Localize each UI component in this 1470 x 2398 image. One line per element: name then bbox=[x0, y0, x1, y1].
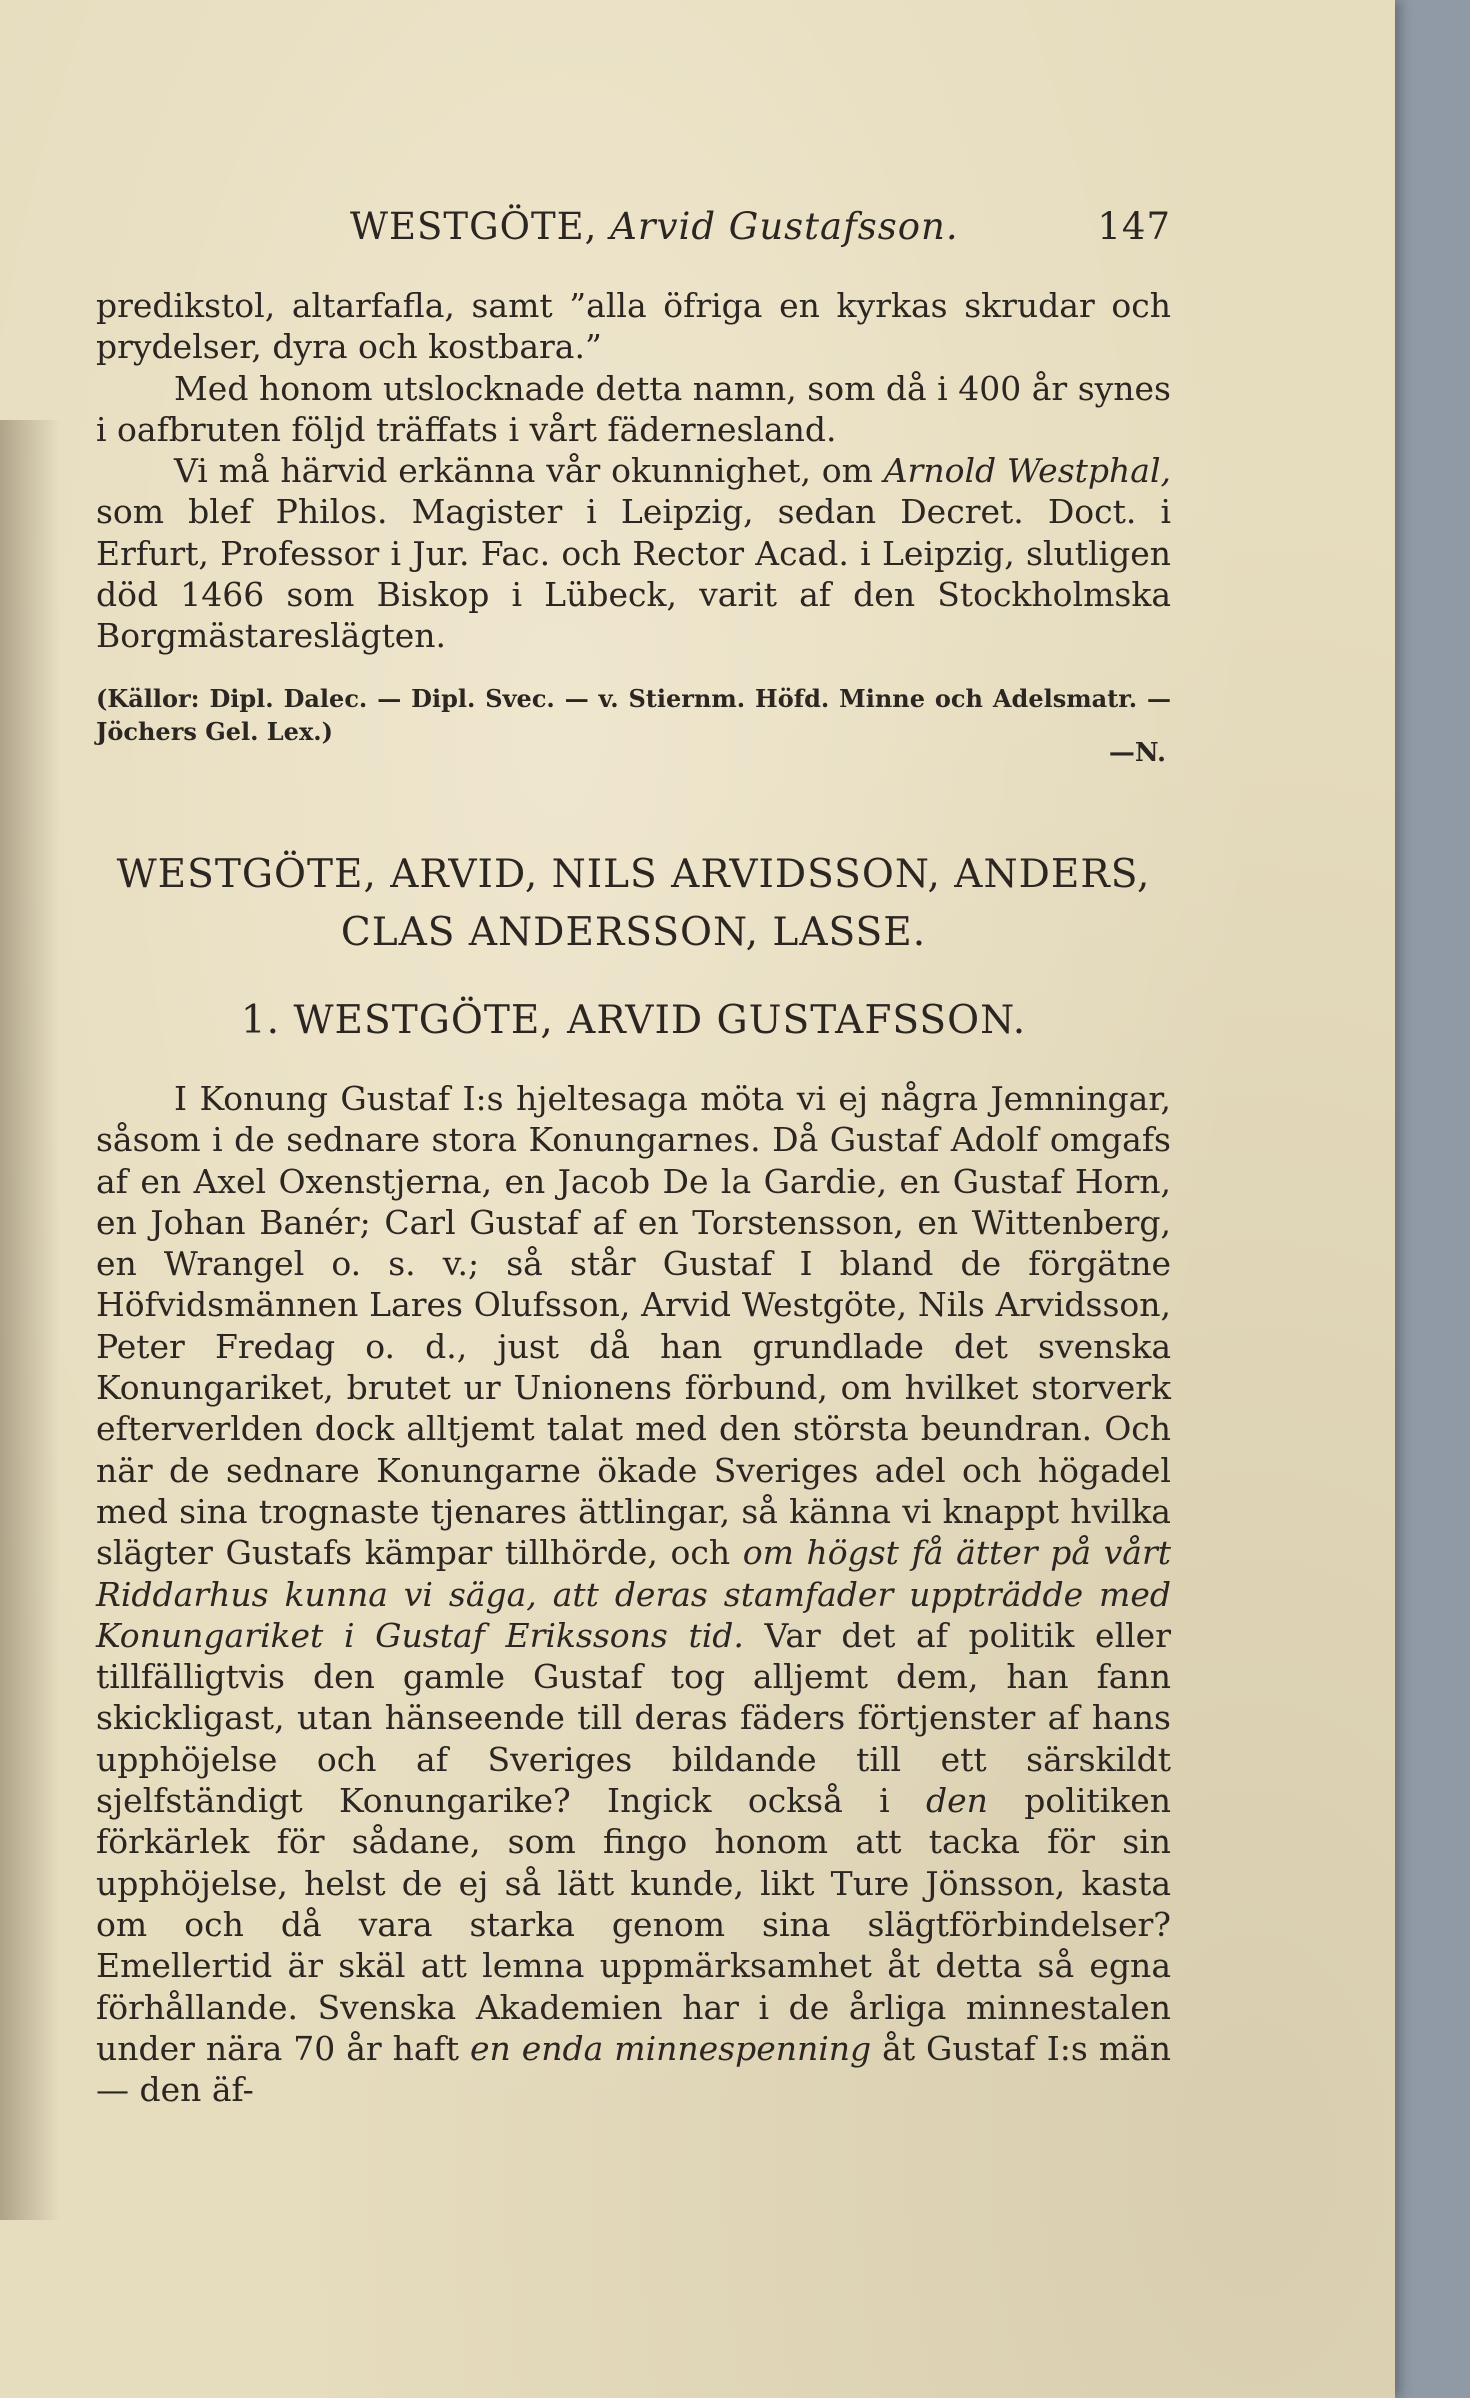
sources-note: (Källor: Dipl. Dalec. — Dipl. Svec. — v. Stiernm. Höfd. Minne och Adelsmatr. — Jöchers Gel. Lex.) bbox=[96, 684, 1171, 746]
author-signature: —N. bbox=[1108, 738, 1166, 768]
paragraph-pulpit: predikstol, altarfafla, samt ”alla öfriga en kyrkas skrudar och prydelser, dyra och kostbara.” bbox=[96, 286, 1171, 367]
main-text-g: åt Gustaf I:s män — den äf- bbox=[96, 2028, 1171, 2110]
section-heading: 1. WESTGÖTE, ARVID GUSTAFSSON. bbox=[240, 998, 1027, 1043]
main-text-a: I Konung Gustaf I:s hjeltesaga möta vi ej några Jemningar, såsom i de sednare stora Konungarnes. Då Gustaf Adolf omgafs af en Axel Oxenstjerna, en Jacob De la Gardie, en Gustaf Horn, en Johan Banér; Carl Gustaf af en Torstensson, en Wittenberg, en Wrangel o. s. v.; så står Gustaf I bland de förgätne Höfvidsmännen Lares Olufsson, Arvid Westgöte, Nils Arvidsson, Peter Fredag o. d., just då han grundlade det svenska Konungariket, brutet ur Unionens förbund, om hvilket storverk efterverlden dock alltjemt talat med den största beundran. Och när de sednare Konungarne ökade Sveriges adel och högadel med sina trognaste tjenares ättlingar, så känna vi knappt hvilka slägter Gustafs kämpar tillhörde, och bbox=[96, 1079, 1171, 1573]
chapter-heading-line-1: WESTGÖTE, ARVID, NILS ARVIDSSON, ANDERS, bbox=[116, 852, 1151, 897]
body-text-top bbox=[96, 285, 1171, 657]
main-text-italic-b: om högst få ätter på vårt Riddarhus kunna vi säga, att deras stamfader uppträdde med Konungariket i Gustaf Erikssons tid. bbox=[96, 1533, 1171, 1655]
paragraph-extinction: Med honom utslocknade detta namn, som då i 400 år synes i oafbruten följd träffats i vårt fädernesland. bbox=[96, 368, 1171, 449]
westphal-name: Arnold Westphal, bbox=[883, 451, 1171, 491]
running-head bbox=[350, 205, 959, 248]
chapter-heading-line-2: CLAS ANDERSSON, LASSE. bbox=[340, 910, 927, 955]
westphal-intro: Vi må härvid erkänna vår okunnighet, om bbox=[174, 451, 873, 491]
main-text-italic-d: den bbox=[926, 1781, 988, 1821]
westphal-career: som blef Philos. Magister i Leipzig, sedan Decret. Doct. i Erfurt, Professor i Jur. Fac. och Rector Acad. i Leipzig, slutligen död 1466 som Biskop i Lübeck, varit af den Stockholmska Borgmästareslägten. bbox=[96, 492, 1171, 656]
paragraph-westphal bbox=[96, 450, 1171, 656]
body-text-main bbox=[96, 1078, 1171, 2110]
main-text-italic-f: en enda minnespenning bbox=[469, 2028, 872, 2068]
paragraph-main bbox=[96, 1078, 1171, 2110]
main-text-e: politiken förkärlek för sådane, som fingo honom att tacka för sin upphöjelse, helst de ej så lätt kunde, likt Ture Jönsson, kasta om och då vara starka genom sina slägtförbindelser? Emellertid är skäl att lemna uppmärksamhet åt detta så egna förhållande. Svenska Akademien har i de årliga minnestalen under nära 70 år haft bbox=[96, 1781, 1171, 2068]
running-head-surname: WESTGÖTE, bbox=[350, 205, 598, 248]
page-header bbox=[96, 205, 1171, 265]
running-head-name: Arvid Gustafsson. bbox=[610, 205, 959, 248]
main-text-c: Var det af politik eller tillfälligtvis den gamle Gustaf tog alljemt dem, han fann skickligast, utan hänseende till deras fäders förtjenster af hans upphöjelse och af Sveriges bildande till ett särskildt sjelfständigt Konungarike? Ingick också i bbox=[96, 1615, 1171, 1821]
page-number: 147 bbox=[1097, 205, 1171, 248]
page-gutter-shadow bbox=[0, 420, 60, 2220]
